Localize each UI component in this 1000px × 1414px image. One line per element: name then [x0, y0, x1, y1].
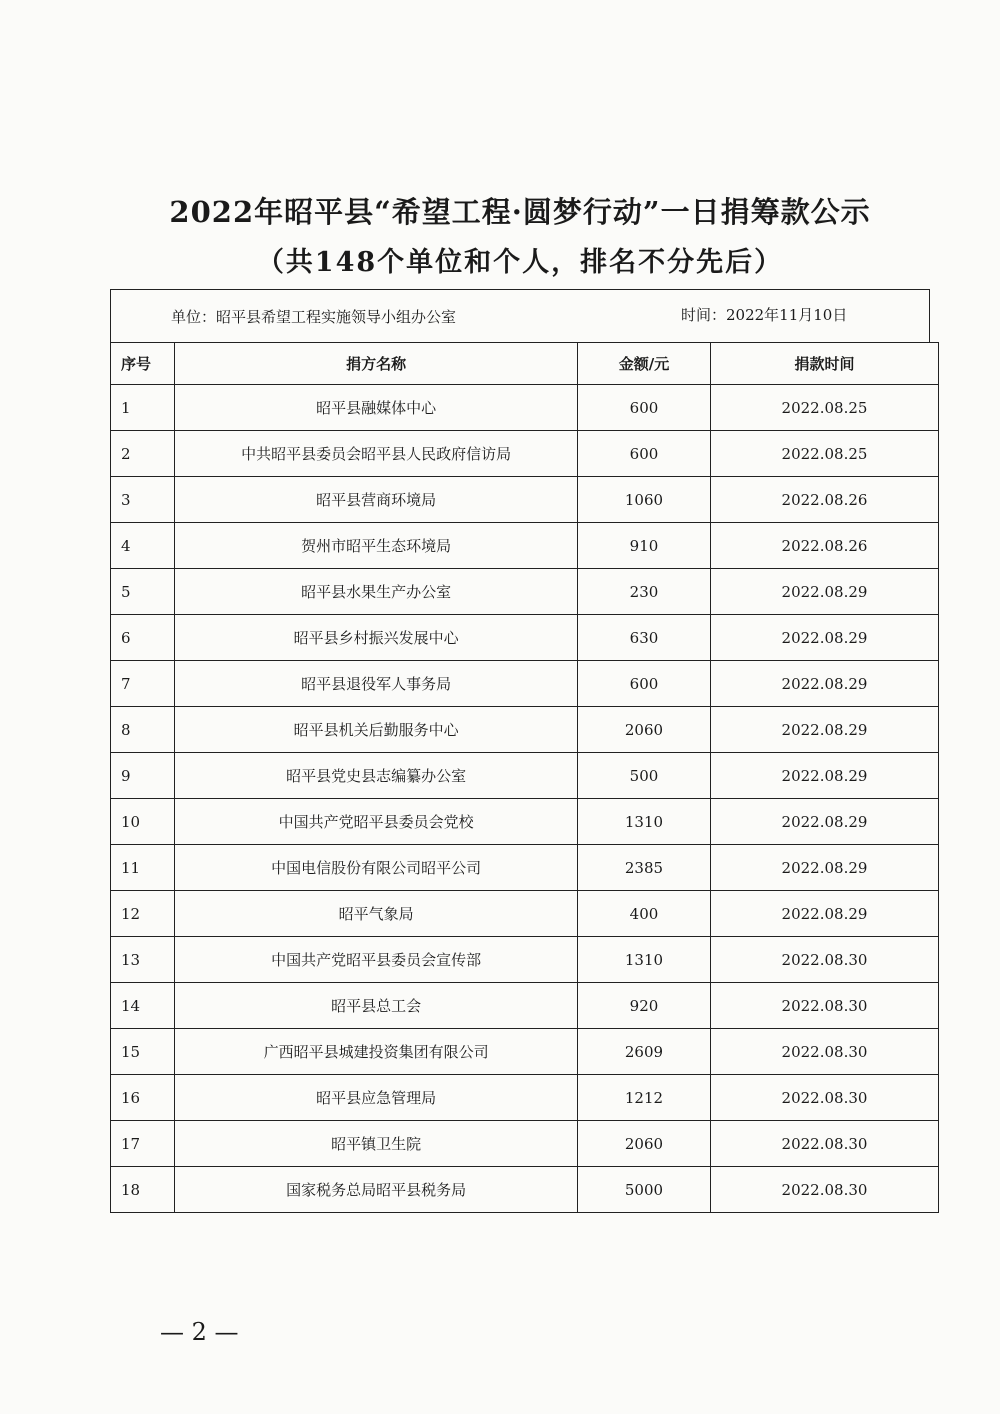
row-index: 18	[111, 1167, 175, 1213]
issue-date: 时间：2022年11月10日	[681, 306, 848, 324]
donation-amount: 600	[578, 661, 711, 707]
row-index: 11	[111, 845, 175, 891]
donation-date: 2022.08.29	[710, 799, 938, 845]
donation-date: 2022.08.30	[710, 1075, 938, 1121]
donor-name: 中国共产党昭平县委员会党校	[175, 799, 578, 845]
donor-name: 昭平县机关后勤服务中心	[175, 707, 578, 753]
table-row	[111, 753, 939, 799]
donation-date: 2022.08.26	[710, 477, 938, 523]
donation-amount: 600	[578, 431, 711, 477]
donation-date: 2022.08.29	[710, 845, 938, 891]
donor-name: 国家税务总局昭平县税务局	[175, 1167, 578, 1213]
header-amount: 金额/元	[578, 343, 711, 385]
donor-name: 昭平县融媒体中心	[175, 385, 578, 431]
row-index: 1	[111, 385, 175, 431]
row-index: 10	[111, 799, 175, 845]
donation-date: 2022.08.29	[710, 569, 938, 615]
row-index: 5	[111, 569, 175, 615]
row-index: 7	[111, 661, 175, 707]
donation-amount: 5000	[578, 1167, 711, 1213]
table-row	[111, 799, 939, 845]
row-index: 13	[111, 937, 175, 983]
donor-name: 中国共产党昭平县委员会宣传部	[175, 937, 578, 983]
donor-name: 昭平县水果生产办公室	[175, 569, 578, 615]
donation-date: 2022.08.30	[710, 1167, 938, 1213]
donation-amount: 600	[578, 385, 711, 431]
table-row	[111, 523, 939, 569]
donation-amount: 1060	[578, 477, 711, 523]
donation-amount: 1310	[578, 799, 711, 845]
donation-amount: 230	[578, 569, 711, 615]
table-row	[111, 431, 939, 477]
table-row	[111, 845, 939, 891]
donation-amount: 2060	[578, 1121, 711, 1167]
table-row	[111, 385, 939, 431]
donation-amount: 400	[578, 891, 711, 937]
donor-name: 昭平气象局	[175, 891, 578, 937]
donor-name: 昭平县总工会	[175, 983, 578, 1029]
donor-name: 昭平镇卫生院	[175, 1121, 578, 1167]
document-subtitle: （共148个单位和个人，排名不分先后）	[256, 247, 784, 278]
table-row	[111, 569, 939, 615]
row-index: 17	[111, 1121, 175, 1167]
table-row	[111, 937, 939, 983]
donation-date: 2022.08.30	[710, 937, 938, 983]
issuing-unit: 单位：昭平县希望工程实施领导小组办公室	[171, 308, 457, 326]
donation-date: 2022.08.30	[710, 1121, 938, 1167]
row-index: 16	[111, 1075, 175, 1121]
donor-name: 中国电信股份有限公司昭平公司	[175, 845, 578, 891]
donation-amount: 500	[578, 753, 711, 799]
donation-amount: 920	[578, 983, 711, 1029]
donor-name: 昭平县乡村振兴发展中心	[175, 615, 578, 661]
row-index: 8	[111, 707, 175, 753]
header-donor: 捐方名称	[175, 343, 578, 385]
donation-amount: 1310	[578, 937, 711, 983]
donation-table	[110, 342, 939, 1213]
donor-name: 昭平县应急管理局	[175, 1075, 578, 1121]
meta-header	[110, 289, 930, 342]
header-index: 序号	[111, 343, 175, 385]
row-index: 15	[111, 1029, 175, 1075]
donation-amount: 2060	[578, 707, 711, 753]
table-row	[111, 707, 939, 753]
page-number: — 2 —	[160, 1318, 239, 1346]
donor-name: 贺州市昭平生态环境局	[175, 523, 578, 569]
donor-name: 昭平县退役军人事务局	[175, 661, 578, 707]
donation-amount: 2385	[578, 845, 711, 891]
donation-date: 2022.08.29	[710, 891, 938, 937]
donor-name: 中共昭平县委员会昭平县人民政府信访局	[175, 431, 578, 477]
donation-date: 2022.08.30	[710, 983, 938, 1029]
row-index: 4	[111, 523, 175, 569]
donor-name: 昭平县党史县志编纂办公室	[175, 753, 578, 799]
donation-amount: 1212	[578, 1075, 711, 1121]
table-row	[111, 983, 939, 1029]
table-row	[111, 661, 939, 707]
donation-date: 2022.08.30	[710, 1029, 938, 1075]
donation-date: 2022.08.25	[710, 431, 938, 477]
donation-date: 2022.08.26	[710, 523, 938, 569]
table-row	[111, 477, 939, 523]
header-date: 捐款时间	[710, 343, 938, 385]
table-row	[111, 1121, 939, 1167]
donation-date: 2022.08.29	[710, 661, 938, 707]
donor-name: 昭平县营商环境局	[175, 477, 578, 523]
donation-amount: 910	[578, 523, 711, 569]
table-row	[111, 615, 939, 661]
row-index: 12	[111, 891, 175, 937]
table-row	[111, 1075, 939, 1121]
donation-date: 2022.08.29	[710, 753, 938, 799]
row-index: 14	[111, 983, 175, 1029]
row-index: 2	[111, 431, 175, 477]
table-row	[111, 891, 939, 937]
donation-amount: 630	[578, 615, 711, 661]
donation-amount: 2609	[578, 1029, 711, 1075]
table-header-row	[111, 343, 939, 385]
donation-date: 2022.08.29	[710, 707, 938, 753]
table-row	[111, 1029, 939, 1075]
row-index: 6	[111, 615, 175, 661]
row-index: 9	[111, 753, 175, 799]
donation-date: 2022.08.25	[710, 385, 938, 431]
donation-date: 2022.08.29	[710, 615, 938, 661]
table-row	[111, 1167, 939, 1213]
row-index: 3	[111, 477, 175, 523]
document-title: 2022年昭平县“希望工程·圆梦行动”一日捐筹款公示	[169, 195, 871, 229]
donor-name: 广西昭平县城建投资集团有限公司	[175, 1029, 578, 1075]
